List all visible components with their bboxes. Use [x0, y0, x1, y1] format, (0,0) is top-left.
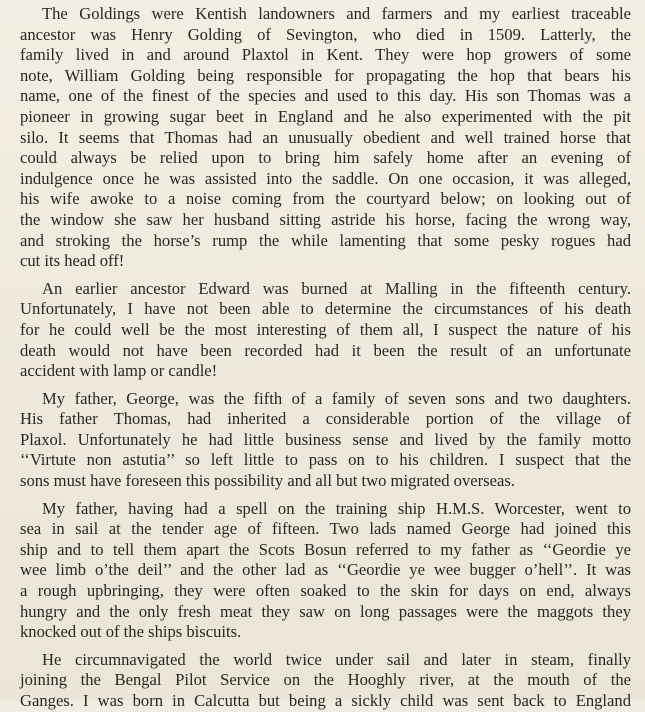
text-line: wee limb o’the deil’’ and the other lad as ‘‘Geordie ye wee bugger o’hell’’. It was	[20, 560, 631, 580]
text-line: ‘‘Virtute non astutia’’ so left little to pass on to his children. I suspect that the	[20, 450, 631, 470]
text-line: cut its head off!	[20, 251, 125, 271]
text-line: My father, George, was the fifth of a family of seven sons and two daughters.	[42, 388, 631, 408]
text-line: My father, having had a spell on the training ship H.M.S. Worcester, went to	[42, 498, 631, 518]
text-line: An earlier ancestor Edward was burned at Malling in the fifteenth century.	[42, 278, 631, 298]
text-line: pioneer in growing sugar beet in England and he also experimented with the pit	[20, 106, 631, 126]
text-line: and stroking the horse’s rump the while lamenting that some pesky rogues had	[20, 230, 631, 250]
text-line: He circumnavigated the world twice under sail and later in steam, finally	[42, 649, 631, 669]
text-line: Unfortunately, I have not been able to determine the circumstances of his death	[20, 299, 631, 319]
text-line: accident with lamp or candle!	[20, 361, 218, 381]
text-line: ancestor was Henry Golding of Sevington, who died in 1509. Latterly, the	[20, 24, 631, 44]
text-line: family lived in and around Plaxtol in Kent. They were hop growers of some	[20, 45, 631, 65]
text-line: his wife awoke to a noise coming from the courtyard below; on looking out of	[20, 189, 631, 209]
text-line: His father Thomas, had inherited a considerable portion of the village of	[20, 409, 631, 429]
text-line: ship and to tell them apart the Scots Bosun referred to my father as ‘‘Geordie ye	[20, 539, 631, 559]
page-text-body	[20, 4, 631, 712]
text-line: for he could well be the most interesting of them all, I suspect the nature of his	[20, 319, 631, 339]
text-line: Plaxol. Unfortunately he had little business sense and lived by the family motto	[20, 429, 631, 449]
text-line: a rough upbringing, they were often soaked to the skin for days on end, always	[20, 581, 631, 601]
text-line: The Goldings were Kentish landowners and farmers and my earliest traceable	[42, 4, 631, 23]
paragraph-golding-family	[20, 4, 631, 272]
text-line: name, one of the finest of the species and used to this day. His son Thomas was a	[20, 86, 631, 106]
paragraph-circumnavigation	[20, 650, 631, 712]
text-line: sea in sail at the tender age of fifteen. Two lads named George had joined this	[20, 519, 631, 539]
text-line: hungry and the only fresh meat they saw on long passages were the maggots they	[20, 601, 631, 621]
text-line: silo. It seems that Thomas had an unusually obedient and well trained horse that	[20, 127, 631, 147]
text-line: knocked out of the ships biscuits.	[20, 622, 242, 642]
paragraph-training-ship	[20, 499, 631, 643]
text-line: indulgence once he was assisted into the saddle. On one occasion, it was alleged,	[20, 168, 631, 188]
text-line: death would not have been recorded had it been the result of an unfortunate	[20, 340, 631, 360]
text-line: joining the Bengal Pilot Service on the Hooghly river, at the mouth of the	[20, 670, 631, 690]
paragraph-edward-ancestor	[20, 279, 631, 382]
text-line: sons must have foreseen this possibility and all but two migrated overseas.	[20, 471, 515, 491]
text-line: Ganges. I was born in Calcutta but being a sickly child was sent back to England	[20, 691, 631, 710]
text-line: could always be relied upon to bring him safely home after an evening of	[20, 148, 631, 168]
text-line: note, William Golding being responsible for propagating the hop that bears his	[20, 65, 631, 85]
text-line: the window she saw her husband sitting astride his horse, facing the wrong way,	[20, 209, 631, 229]
paragraph-father-george	[20, 389, 631, 492]
